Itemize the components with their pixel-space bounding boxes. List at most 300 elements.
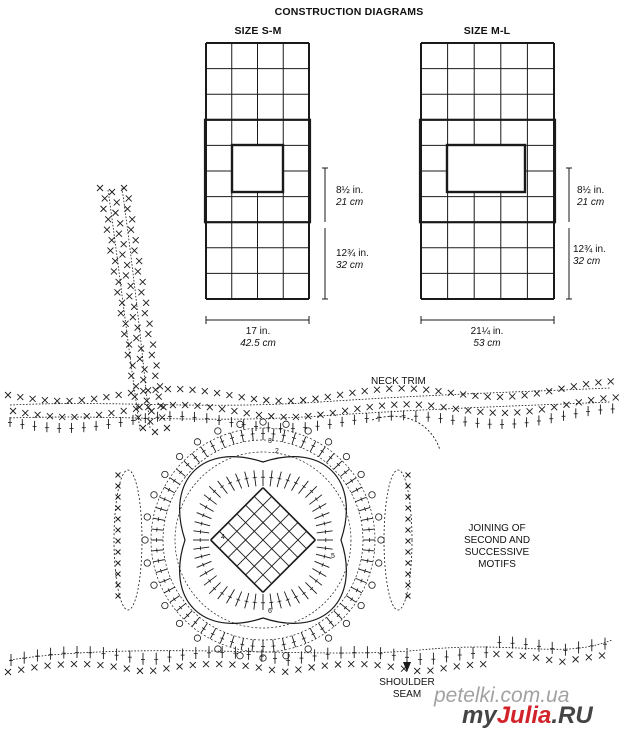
- double-crochet-mark: [245, 601, 249, 602]
- single-crochet-mark: [571, 383, 577, 389]
- double-crochet-mark: [282, 435, 286, 436]
- double-crochet-mark: [227, 589, 235, 603]
- single-crochet-mark: [467, 662, 473, 668]
- single-crochet-mark: [100, 206, 106, 212]
- sm-lower-cm: 32 cm: [336, 260, 364, 271]
- single-crochet-mark: [460, 391, 466, 397]
- chain-stitch-row: [108, 190, 140, 430]
- double-crochet-mark: [218, 586, 228, 599]
- single-crochet-mark: [564, 402, 570, 408]
- double-crochet-mark: [158, 559, 159, 563]
- single-crochet-mark: [133, 335, 139, 341]
- single-crochet-mark: [116, 517, 121, 522]
- double-crochet-mark: [240, 644, 244, 645]
- grid-size-s-m: [205, 43, 310, 299]
- joining-label-line2: SECOND AND: [463, 535, 531, 546]
- single-crochet-mark: [305, 413, 311, 419]
- single-crochet-mark: [149, 408, 155, 414]
- single-crochet-mark: [54, 398, 60, 404]
- double-crochet-mark: [240, 435, 244, 436]
- double-crochet-mark: [253, 602, 257, 603]
- double-crochet-mark: [364, 507, 365, 511]
- double-crochet-mark: [317, 531, 333, 533]
- double-crochet-mark: [363, 529, 375, 530]
- double-crochet-mark: [361, 560, 373, 562]
- single-crochet-mark: [140, 279, 146, 285]
- double-crochet-mark: [312, 504, 326, 512]
- single-crochet-mark: [318, 412, 324, 418]
- single-crochet-mark: [243, 663, 249, 669]
- single-crochet-mark: [109, 237, 115, 243]
- single-crochet-mark: [121, 331, 127, 337]
- single-crochet-mark: [477, 409, 483, 415]
- double-crochet-mark: [363, 550, 375, 551]
- picot-loop: [162, 471, 168, 477]
- single-crochet-mark: [91, 396, 97, 402]
- single-crochet-mark: [128, 373, 134, 379]
- single-crochet-mark: [406, 528, 411, 533]
- single-crochet-mark: [216, 661, 222, 667]
- double-crochet-mark: [334, 611, 342, 619]
- single-crochet-mark: [121, 185, 127, 191]
- double-crochet-mark: [245, 478, 249, 479]
- single-crochet-mark: [546, 388, 552, 394]
- double-crochet-mark: [245, 472, 249, 487]
- double-crochet-mark: [299, 586, 309, 599]
- single-crochet-mark: [131, 304, 137, 310]
- single-crochet-mark: [454, 663, 460, 669]
- single-crochet-mark: [114, 289, 120, 295]
- single-crochet-mark: [231, 408, 237, 414]
- single-crochet-mark: [130, 314, 136, 320]
- sm-upper-cm: 21 cm: [336, 197, 364, 208]
- double-crochet-mark: [278, 601, 282, 602]
- single-crochet-mark: [128, 390, 134, 396]
- single-crochet-mark: [84, 413, 90, 419]
- single-crochet-mark: [116, 484, 121, 489]
- double-crochet-mark: [292, 437, 296, 438]
- double-crochet-mark: [193, 531, 209, 533]
- double-crochet-mark: [218, 481, 228, 494]
- single-crochet-mark: [406, 484, 411, 489]
- double-crochet-mark: [367, 517, 368, 521]
- double-crochet-mark: [176, 603, 185, 611]
- size-s-m-label: SIZE S-M: [234, 25, 282, 37]
- single-crochet-mark: [441, 665, 447, 671]
- double-crochet-mark: [305, 582, 316, 593]
- single-crochet-mark: [313, 396, 319, 402]
- single-crochet-mark: [533, 655, 539, 661]
- double-crochet-mark: [209, 486, 220, 497]
- picot-loop: [260, 419, 266, 425]
- single-crochet-mark: [244, 410, 250, 416]
- picot-loop: [144, 560, 150, 566]
- single-crochet-mark: [116, 539, 121, 544]
- double-crochet-mark: [170, 478, 180, 485]
- single-crochet-mark: [152, 373, 158, 379]
- single-crochet-mark: [375, 662, 381, 668]
- single-crochet-mark: [107, 248, 113, 254]
- single-crochet-mark: [104, 227, 110, 233]
- double-crochet-mark: [245, 593, 249, 608]
- double-crochet-mark: [346, 478, 356, 485]
- single-crochet-mark: [202, 388, 208, 394]
- joining-chain-left: [114, 470, 142, 610]
- single-crochet-mark: [164, 425, 170, 431]
- double-crochet-mark: [241, 430, 243, 442]
- single-crochet-mark: [97, 185, 103, 191]
- single-crochet-mark: [520, 653, 526, 659]
- single-crochet-mark: [573, 656, 579, 662]
- double-crochet-mark: [209, 582, 220, 593]
- single-crochet-mark: [145, 331, 151, 337]
- picot-loop: [283, 421, 289, 427]
- single-crochet-mark: [111, 268, 117, 274]
- single-crochet-mark: [465, 407, 471, 413]
- single-crochet-mark: [67, 398, 73, 404]
- single-crochet-mark: [256, 665, 262, 671]
- single-crochet-mark: [116, 594, 121, 599]
- single-crochet-mark: [135, 325, 141, 331]
- double-crochet-mark: [230, 641, 234, 642]
- double-crochet-mark: [193, 547, 209, 549]
- single-crochet-mark: [165, 386, 171, 392]
- double-crochet-mark: [340, 469, 349, 477]
- shoulder-label-line1: SHOULDER: [379, 677, 435, 688]
- double-crochet-mark: [326, 453, 334, 462]
- single-crochet-mark: [586, 654, 592, 660]
- double-crochet-mark: [278, 478, 282, 479]
- double-crochet-mark: [283, 638, 285, 650]
- double-crochet-mark: [152, 529, 164, 530]
- single-crochet-mark: [121, 408, 127, 414]
- single-crochet-mark: [497, 394, 503, 400]
- single-crochet-mark: [71, 661, 77, 667]
- single-crochet-mark: [226, 392, 232, 398]
- double-crochet-mark: [292, 477, 300, 491]
- double-crochet-mark: [309, 495, 322, 505]
- picot-loop: [151, 582, 157, 588]
- double-crochet-mark: [292, 641, 296, 642]
- double-crochet-mark: [152, 550, 164, 551]
- joining-arch: [372, 416, 440, 450]
- picot-loop: [305, 428, 311, 434]
- picot-loop: [369, 492, 375, 498]
- watermark-my: my: [462, 702, 497, 729]
- double-crochet-mark: [299, 481, 309, 494]
- single-crochet-mark: [117, 220, 123, 226]
- single-crochet-mark: [485, 394, 491, 400]
- sm-width-inches: 17 in.: [245, 326, 271, 337]
- single-crochet-mark: [131, 248, 137, 254]
- single-crochet-mark: [583, 381, 589, 387]
- double-crochet-mark: [319, 447, 326, 457]
- single-crochet-mark: [281, 414, 287, 420]
- single-crochet-mark: [140, 388, 146, 394]
- single-crochet-mark: [293, 414, 299, 420]
- single-crochet-mark: [325, 394, 331, 400]
- single-crochet-mark: [31, 664, 37, 670]
- picot-loop: [325, 635, 331, 641]
- watermark-petelki: petelki.com.ua: [434, 684, 570, 707]
- round-number-2: 2: [275, 448, 279, 455]
- single-crochet-mark: [239, 394, 245, 400]
- single-crochet-mark: [163, 665, 169, 671]
- single-crochet-mark: [5, 392, 11, 398]
- neck-trim-label: NECK TRIM: [371, 376, 426, 387]
- single-crochet-mark: [229, 662, 235, 668]
- single-crochet-mark: [493, 651, 499, 657]
- single-crochet-mark: [219, 406, 225, 412]
- picot-loop: [237, 653, 243, 659]
- picot-loop: [151, 492, 157, 498]
- single-crochet-mark: [145, 404, 151, 410]
- single-crochet-mark: [361, 661, 367, 667]
- single-crochet-mark: [47, 413, 53, 419]
- single-crochet-mark: [502, 410, 508, 416]
- double-crochet-mark: [269, 477, 273, 478]
- single-crochet-mark: [406, 550, 411, 555]
- single-crochet-mark: [137, 356, 143, 362]
- single-crochet-mark: [153, 387, 159, 393]
- single-crochet-mark: [379, 403, 385, 409]
- single-crochet-mark: [406, 583, 411, 588]
- single-crochet-mark: [354, 406, 360, 412]
- single-crochet-mark: [588, 397, 594, 403]
- double-crochet-mark: [316, 522, 331, 526]
- single-crochet-mark: [388, 664, 394, 670]
- ml-upper-inches: 8½ in.: [577, 185, 605, 196]
- single-crochet-mark: [116, 572, 121, 577]
- single-crochet-mark: [362, 388, 368, 394]
- double-crochet-mark: [346, 596, 356, 603]
- picot-loop: [260, 655, 266, 661]
- single-crochet-mark: [177, 386, 183, 392]
- single-crochet-mark: [137, 668, 143, 674]
- round-number-3: 3: [268, 438, 272, 445]
- single-crochet-mark: [10, 408, 16, 414]
- single-crochet-mark: [576, 399, 582, 405]
- double-crochet-mark: [254, 594, 256, 610]
- single-crochet-mark: [559, 386, 565, 392]
- double-crochet-mark: [312, 569, 326, 577]
- single-crochet-mark: [136, 258, 142, 264]
- single-crochet-mark: [509, 393, 515, 399]
- single-crochet-mark: [142, 310, 148, 316]
- single-crochet-mark: [514, 409, 520, 415]
- double-crochet-mark: [361, 518, 373, 520]
- single-crochet-mark: [190, 662, 196, 668]
- single-crochet-mark: [322, 663, 328, 669]
- single-crochet-mark: [595, 379, 601, 385]
- picot-loop: [343, 620, 349, 626]
- single-crochet-mark: [109, 189, 115, 195]
- double-crochet-mark: [200, 546, 201, 550]
- single-crochet-mark: [124, 666, 130, 672]
- double-crochet-mark: [317, 547, 333, 549]
- double-crochet-mark: [201, 447, 208, 457]
- double-crochet-mark: [325, 530, 326, 534]
- single-crochet-mark: [551, 404, 557, 410]
- single-crochet-mark: [126, 195, 132, 201]
- single-crochet-mark: [348, 661, 354, 667]
- picot-loop: [376, 514, 382, 520]
- single-crochet-mark: [195, 403, 201, 409]
- motif-center-mesh: [211, 488, 316, 593]
- single-crochet-mark: [269, 667, 275, 673]
- single-crochet-mark: [22, 410, 28, 416]
- double-crochet-mark: [184, 611, 192, 619]
- double-crochet-mark: [201, 623, 208, 633]
- single-crochet-mark: [427, 668, 433, 674]
- single-crochet-mark: [116, 392, 122, 398]
- single-crochet-mark: [5, 669, 11, 675]
- single-crochet-mark: [522, 392, 528, 398]
- single-crochet-mark: [123, 272, 129, 278]
- double-crochet-mark: [160, 569, 161, 573]
- double-crochet-mark: [277, 472, 281, 487]
- joining-label-line4: MOTIFS: [478, 559, 516, 570]
- double-crochet-mark: [201, 522, 202, 526]
- single-crochet-mark: [133, 237, 139, 243]
- diagram-title: CONSTRUCTION DIAGRAMS: [274, 6, 424, 18]
- single-crochet-mark: [147, 419, 153, 425]
- picot-loop: [378, 537, 384, 543]
- double-crochet-mark: [340, 603, 349, 611]
- single-crochet-mark: [18, 667, 24, 673]
- single-crochet-mark: [152, 429, 158, 435]
- single-crochet-mark: [414, 668, 420, 674]
- single-crochet-mark: [214, 390, 220, 396]
- sm-neck-opening: [232, 145, 283, 192]
- picot-loop: [343, 453, 349, 459]
- single-crochet-mark: [150, 342, 156, 348]
- single-crochet-mark: [367, 404, 373, 410]
- double-crochet-mark: [283, 430, 285, 442]
- single-crochet-mark: [147, 321, 153, 327]
- single-crochet-mark: [337, 392, 343, 398]
- single-crochet-mark: [128, 283, 134, 289]
- single-crochet-mark: [42, 397, 48, 403]
- double-crochet-mark: [305, 486, 316, 497]
- single-crochet-mark: [149, 352, 155, 358]
- double-crochet-mark: [367, 559, 368, 563]
- double-crochet-mark: [200, 530, 201, 534]
- picot-loop: [369, 582, 375, 588]
- double-crochet-mark: [153, 560, 165, 562]
- single-crochet-mark: [406, 539, 411, 544]
- single-crochet-mark: [406, 495, 411, 500]
- single-crochet-mark: [84, 661, 90, 667]
- double-crochet-mark: [204, 576, 217, 586]
- single-crochet-mark: [118, 310, 124, 316]
- watermark-ru: .RU: [551, 702, 593, 729]
- single-crochet-mark: [309, 664, 315, 670]
- single-crochet-mark: [539, 406, 545, 412]
- single-crochet-mark: [599, 653, 605, 659]
- double-crochet-mark: [319, 623, 326, 633]
- single-crochet-mark: [406, 572, 411, 577]
- single-crochet-mark: [79, 397, 85, 403]
- crochet-stitch-chart: [5, 185, 619, 675]
- single-crochet-mark: [17, 394, 23, 400]
- single-crochet-mark: [490, 410, 496, 416]
- single-crochet-mark: [295, 667, 301, 673]
- double-crochet-mark: [324, 522, 325, 526]
- single-crochet-mark: [112, 210, 118, 216]
- single-crochet-mark: [30, 396, 36, 402]
- double-crochet-mark: [324, 555, 325, 559]
- single-crochet-mark: [103, 394, 109, 400]
- double-crochet-mark: [230, 437, 234, 438]
- single-crochet-mark: [335, 661, 341, 667]
- double-crochet-mark: [241, 638, 243, 650]
- single-crochet-mark: [45, 663, 51, 669]
- double-crochet-mark: [200, 569, 214, 577]
- single-crochet-mark: [116, 231, 122, 237]
- single-crochet-mark: [140, 425, 146, 431]
- picot-loop: [144, 514, 150, 520]
- round-number-4: 4: [221, 534, 225, 541]
- single-crochet-mark: [138, 289, 144, 295]
- watermark-myjulia: [462, 702, 593, 730]
- double-crochet-mark: [227, 477, 235, 491]
- shoulder-label-line2: SEAM: [392, 689, 422, 700]
- single-crochet-mark: [600, 395, 606, 401]
- single-crochet-mark: [436, 388, 442, 394]
- ml-upper-cm: 21 cm: [577, 197, 605, 208]
- single-crochet-mark: [559, 659, 565, 665]
- double-crochet-mark: [326, 617, 334, 626]
- single-crochet-mark: [154, 362, 160, 368]
- single-crochet-mark: [406, 517, 411, 522]
- double-crochet-mark: [195, 554, 210, 558]
- single-crochet-mark: [102, 195, 108, 201]
- ml-lower-cm: 32 cm: [573, 256, 601, 267]
- double-crochet-mark: [195, 522, 210, 526]
- single-crochet-mark: [105, 216, 111, 222]
- single-crochet-mark: [527, 408, 533, 414]
- single-crochet-mark: [58, 662, 64, 668]
- single-crochet-mark: [116, 583, 121, 588]
- single-crochet-mark: [116, 528, 121, 533]
- grid-size-m-l: [420, 43, 555, 299]
- double-crochet-mark: [192, 617, 200, 626]
- picot-loop: [305, 646, 311, 652]
- ml-neck-opening: [447, 145, 525, 192]
- double-crochet-mark: [253, 477, 257, 478]
- single-crochet-mark: [108, 410, 114, 416]
- single-crochet-mark: [128, 227, 134, 233]
- double-crochet-mark: [160, 507, 161, 511]
- single-crochet-mark: [288, 398, 294, 404]
- double-crochet-mark: [176, 469, 185, 477]
- double-crochet-mark: [269, 602, 273, 603]
- single-crochet-mark: [391, 402, 397, 408]
- single-crochet-mark: [119, 300, 125, 306]
- double-crochet-mark: [292, 589, 300, 603]
- sm-lower-inches: 12¾ in.: [336, 248, 369, 259]
- double-crochet-mark: [153, 518, 165, 520]
- single-crochet-mark: [507, 652, 513, 658]
- double-crochet-mark: [192, 453, 200, 462]
- round-number-6: 6: [268, 608, 272, 615]
- single-crochet-mark: [159, 415, 165, 421]
- picot-loop: [325, 439, 331, 445]
- single-crochet-mark: [143, 300, 149, 306]
- single-crochet-mark: [276, 398, 282, 404]
- single-crochet-mark: [142, 366, 148, 372]
